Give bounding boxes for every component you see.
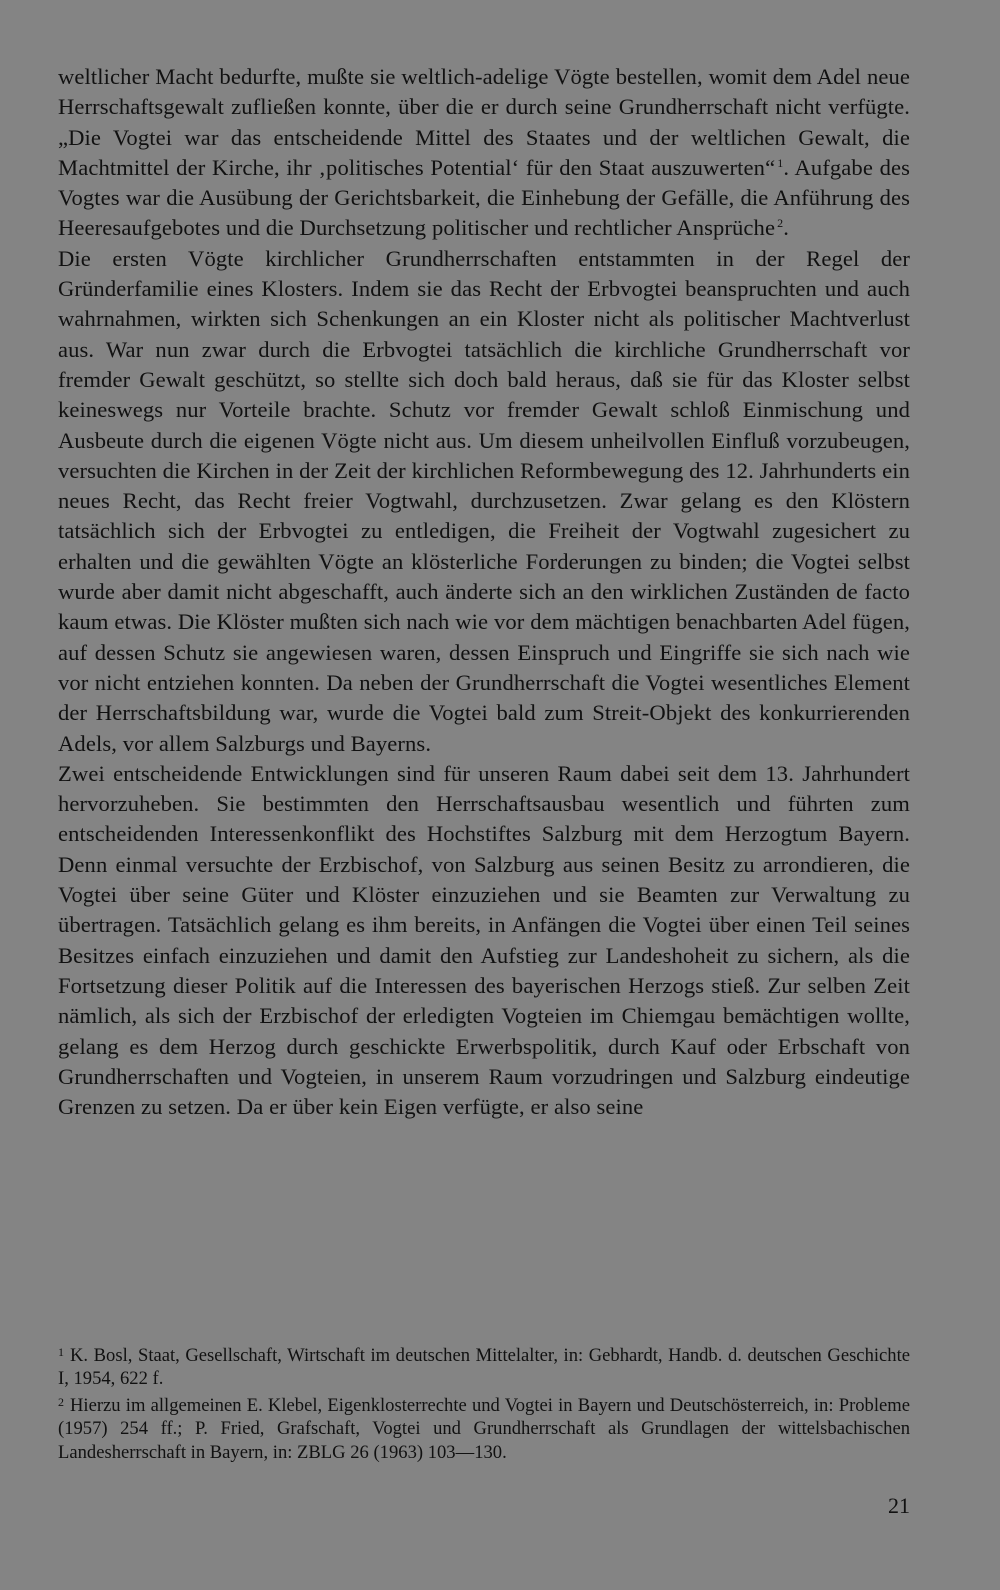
page-number: 21: [888, 1493, 910, 1518]
footnotes: [58, 1341, 910, 1464]
footnote-1: [58, 1341, 910, 1391]
main-text: [58, 62, 910, 1122]
footnote-reference-1: 1: [777, 155, 784, 170]
footnote-reference-2: 2: [777, 216, 784, 231]
footnote-2-text: Hierzu im allgemeinen E. Klebel, Eigenklosterrechte und Vogtei in Bayern und Deutschösterreich, in: Probleme (1957) 254 ff.; P. Fried, Grafschaft, Vogtei und Grundherrschaft als Grundlagen der wittelsbachischen Landesherrschaft in Bayern, in: ZBLG 26 (1963) 103—130.: [58, 1394, 910, 1463]
book-page: [58, 62, 910, 1562]
footnote-1-mark: 1: [58, 1345, 64, 1359]
paragraph-2: Die ersten Vögte kirchlicher Grundherrschaften entstammten in der Regel der Gründerfamilie eines Klosters. Indem sie das Recht der Erbvogtei beanspruchten und auch wahrnahmen, wirkten sich Schenkungen an ein Kloster nicht als politischer Machtverlust aus. War nun zwar durch die Erbvogtei tatsächlich die kirchliche Grundherrschaft vor fremder Gewalt geschützt, so stellte sich doch bald heraus, daß sie für das Kloster selbst keineswegs nur Vorteile brachte. Schutz vor fremder Gewalt schloß Einmischung und Ausbeute durch die eigenen Vögte nicht aus. Um diesem unheilvollen Einfluß vorzubeugen, versuchten die Kirchen in der Zeit der kirchlichen Reformbewegung des 12. Jahrhunderts ein neues Recht, das Recht freier Vogtwahl, durchzusetzen. Zwar gelang es den Klöstern tatsächlich sich der Erbvogtei zu entledigen, die Freiheit der Vogtwahl zugesichert zu erhalten und die gewählten Vögte an klösterliche Forderungen zu binden; die Vogtei selbst wurde aber damit nicht abgeschafft, auch änderte sich an den wirklichen Zuständen de facto kaum etwas. Die Klöster mußten sich nach wie vor dem mächtigen benachbarten Adel fügen, auf dessen Schutz sie angewiesen waren, dessen Einspruch und Eingriffe sie sich nach wie vor nicht entziehen konnten. Da neben der Grundherrschaft die Vogtei wesentliches Element der Herrschaftsbildung war, wurde die Vogtei bald zum Streit-Objekt des konkurrierenden Adels, vor allem Salzburgs und Bayerns.: [58, 245, 910, 756]
footnote-2: [58, 1391, 910, 1464]
paragraph-1: [58, 62, 910, 244]
footnote-1-text: K. Bosl, Staat, Gesellschaft, Wirtschaft im deutschen Mittelalter, in: Gebhardt, Handb. d. deutschen Geschichte I, 1954, 622 f.: [58, 1345, 910, 1390]
paragraph-1-text-b: . Aufgabe des Vogtes war die Ausübung der Gerichtsbarkeit, die Einhebung der Gefälle, die Anführung des Heeresaufgebotes und die Durchsetzung politischer und rechtlicher Ansprüche: [58, 154, 911, 241]
paragraph-1-text-a: weltlicher Macht bedurfte, mußte sie weltlich-adelige Vögte bestellen, womit dem Adel neue Herrschaftsgewalt zufließen konnte, über die er durch seine Grundherrschaft nicht verfügte. „Die Vogtei war das entscheidende Mittel des Staates und der weltlichen Gewalt, die Machtmittel der Kirche, ihr ‚politisches Potential‘ für den Staat auszuwerten“: [58, 64, 910, 180]
paragraph-1-text-c: .: [783, 215, 789, 241]
paragraph-3: Zwei entscheidende Entwicklungen sind für unseren Raum dabei seit dem 13. Jahrhundert hervorzuheben. Sie bestimmten den Herrschaftsausbau wesentlich und führten zum entscheidenden Interessenkonflikt des Hochstiftes Salzburg mit dem Herzogtum Bayern. Denn einmal versuchte der Erzbischof, von Salzburg aus seinen Besitz zu arrondieren, die Vogtei über seine Güter und Klöster einzuziehen und sie Beamten zur Verwaltung zu übertragen. Tatsächlich gelang es ihm bereits, in Anfängen die Vogtei über einen Teil seines Besitzes einfach einzuziehen und damit den Aufstieg zur Landeshoheit zu sichern, als die Fortsetzung dieser Politik auf die Interessen des bayerischen Herzogs stieß. Zur selben Zeit nämlich, als sich der Erzbischof der erledigten Vogteien im Chiemgau bemächtigen wollte, gelang es dem Herzog durch geschickte Erwerbspolitik, durch Kauf oder Erbschaft von Grundherrschaften und Vogteien, in unserem Raum vorzudringen und Salzburg eindeutige Grenzen zu setzen. Da er über kein Eigen verfügte, er also seine: [58, 760, 910, 1120]
footnote-2-mark: 2: [58, 1394, 64, 1409]
